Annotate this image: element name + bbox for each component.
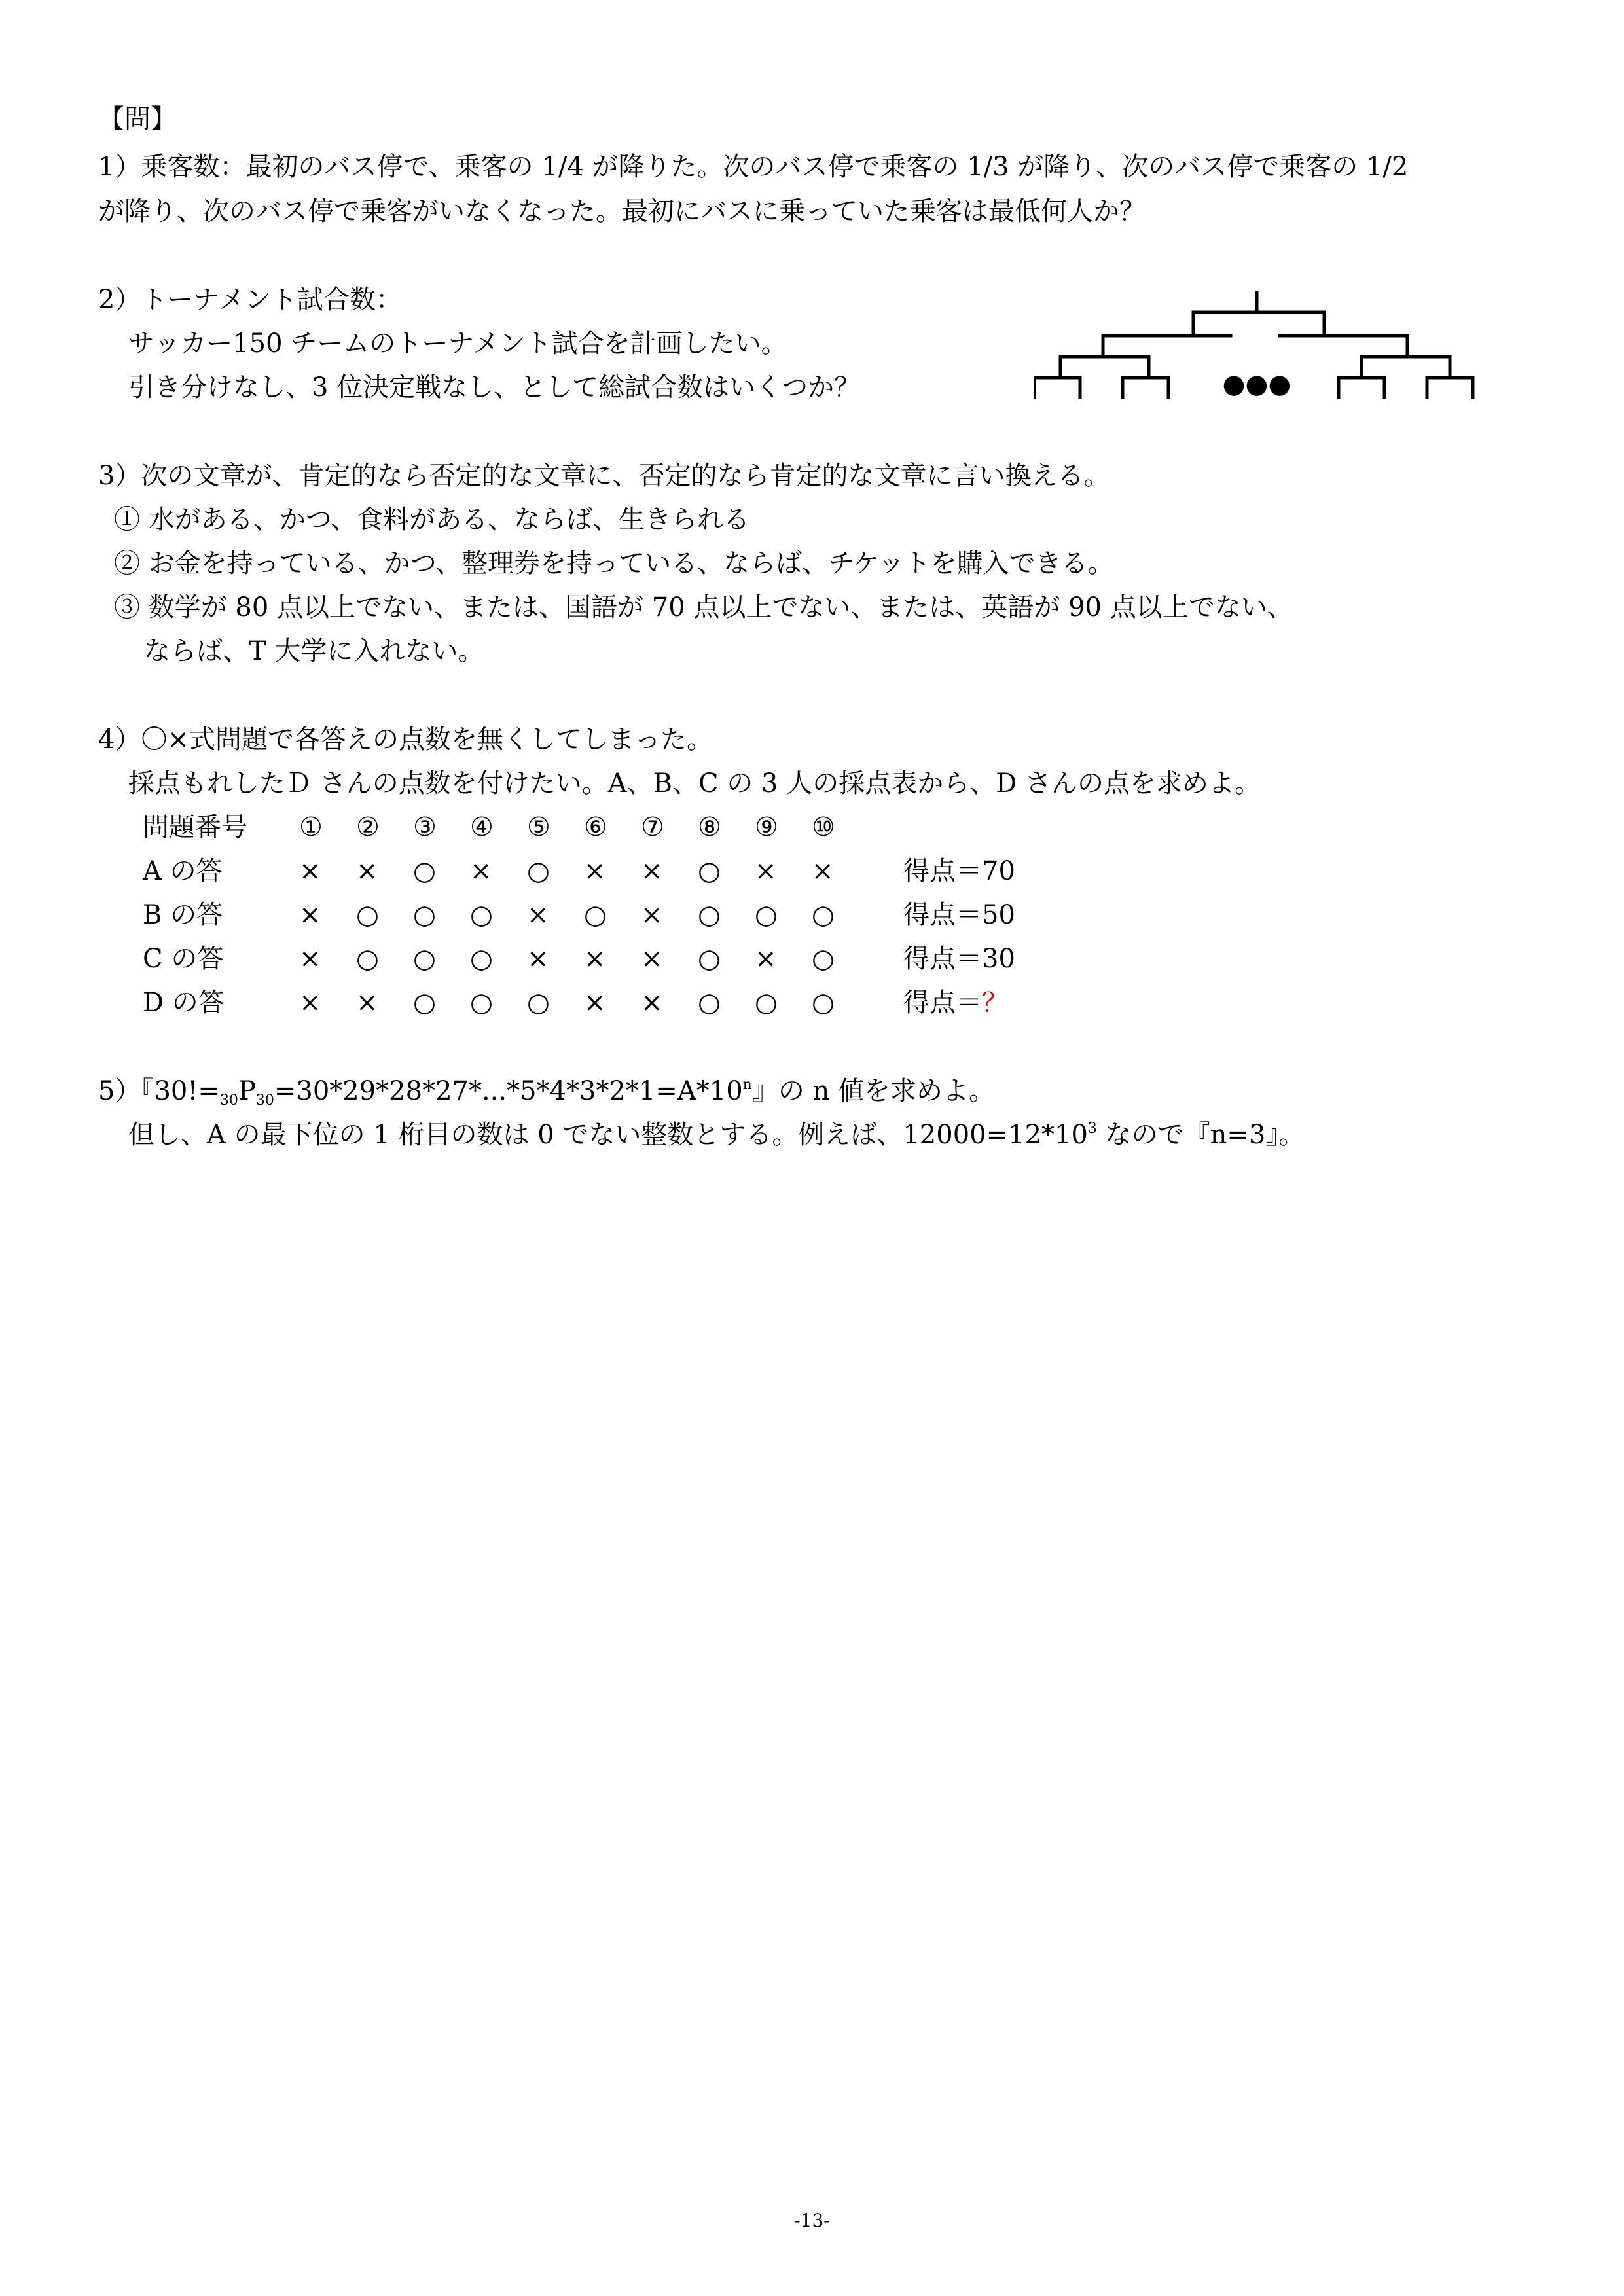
answer-mark: × <box>584 856 606 886</box>
answer-mark: ○ <box>812 900 835 930</box>
q5-line1 <box>98 1076 996 1109</box>
problem-number: ③ <box>413 812 437 842</box>
q2-line2: 引き分けなし、3 位決定戦なし、として総試合数はいくつか？ <box>128 372 861 403</box>
q5-line2-pre: 但し、A の最下位の 1 桁目の数は 0 でない整数とする。例えば、12000=12*10 <box>128 1120 1088 1150</box>
problem-number-header: 問題番号 <box>143 812 247 842</box>
problem-number: ⑩ <box>812 812 835 842</box>
answer-mark: × <box>299 900 321 930</box>
answer-row-label: A の答 <box>143 856 223 886</box>
score-label: 得点＝ <box>903 988 982 1018</box>
answer-mark: × <box>755 944 777 974</box>
answer-mark: ○ <box>755 988 778 1018</box>
header-label: 【問】 <box>98 104 177 134</box>
answer-mark: ○ <box>812 988 835 1018</box>
q1-line1: 1）乗客数：最初のバス停で、乗客の 1/4 が降りた。次のバス停で乗客の 1/3 が降り、次のバス停で乗客の 1/2 <box>98 152 1409 182</box>
answer-mark: × <box>641 900 663 930</box>
problem-number: ⑧ <box>698 812 721 842</box>
answer-mark: × <box>299 856 321 886</box>
q2-title: 2）トーナメント試合数： <box>98 285 402 315</box>
answer-mark: × <box>527 944 549 974</box>
answer-mark: ○ <box>698 856 721 886</box>
answer-mark: ○ <box>812 944 835 974</box>
problem-number: ⑨ <box>755 812 778 842</box>
q5-perm-pre: 30 <box>219 1092 238 1109</box>
answer-mark: ○ <box>356 900 379 930</box>
bracket-ellipsis: ●●● <box>1222 369 1291 399</box>
q5-prefix: 5）『30!= <box>98 1076 220 1106</box>
tournament-bracket-diagram <box>1034 291 1492 409</box>
problem-number: ⑦ <box>641 812 664 842</box>
q3-item-1: ① 水がある、かつ、食料がある、ならば、生きられる <box>114 505 750 535</box>
q4-line1: 4）〇×式問題で各答えの点数を無くしてしまった。 <box>98 725 713 755</box>
score-unknown: ？ <box>982 988 1008 1018</box>
answer-row-label: B の答 <box>143 900 223 930</box>
answer-row-label: D の答 <box>143 988 225 1018</box>
q5-perm-letter: P <box>238 1076 256 1106</box>
q2-line1: サッカー150 チームのトーナメント試合を計画したい。 <box>128 329 787 359</box>
q3-item-3-cont: ならば、T 大学に入れない。 <box>144 636 484 666</box>
answer-mark: × <box>299 944 321 974</box>
answer-mark: ○ <box>356 944 379 974</box>
problem-number: ① <box>299 812 323 842</box>
answer-mark: × <box>527 900 549 930</box>
q5-line2-exp: 3 <box>1087 1121 1097 1137</box>
answer-mark: ○ <box>584 900 607 930</box>
answer-mark: × <box>470 856 492 886</box>
q5-exp-n: n <box>742 1077 752 1093</box>
q3-item-3: ③ 数学が 80 点以上でない、または、国語が 70 点以上でない、または、英語が 90 点以上でない、 <box>114 592 1293 622</box>
q5-line2-post: なので『n=3』。 <box>1096 1120 1305 1150</box>
answer-mark: × <box>641 988 663 1018</box>
answer-mark: × <box>299 988 321 1018</box>
problem-number: ② <box>356 812 380 842</box>
problem-number: ④ <box>470 812 494 842</box>
answer-mark: × <box>584 988 606 1018</box>
answer-mark: ○ <box>698 988 721 1018</box>
problem-number: ⑥ <box>584 812 607 842</box>
answer-mark: ○ <box>698 944 721 974</box>
answer-mark: × <box>356 856 378 886</box>
score-label: 得点＝ <box>903 900 982 930</box>
answer-mark: ○ <box>698 900 721 930</box>
answer-mark: ○ <box>470 988 493 1018</box>
answer-mark: × <box>812 856 834 886</box>
answer-mark: × <box>641 856 663 886</box>
answer-mark: ○ <box>413 988 436 1018</box>
answer-mark: ○ <box>413 900 436 930</box>
answer-mark: ○ <box>470 900 493 930</box>
answer-mark: × <box>755 856 777 886</box>
answer-row-label: C の答 <box>143 944 224 974</box>
answer-mark: ○ <box>413 856 436 886</box>
answer-mark: ○ <box>755 900 778 930</box>
score-label: 得点＝ <box>903 944 982 974</box>
score-value: 30 <box>982 944 1015 974</box>
answer-mark: × <box>584 944 606 974</box>
answer-mark: ○ <box>413 944 436 974</box>
answer-mark: ○ <box>527 988 550 1018</box>
q5-line2 <box>128 1122 1305 1148</box>
score-label: 得点＝ <box>903 856 982 886</box>
answer-mark: × <box>641 944 663 974</box>
q5-suffix: 』の n 値を求めよ。 <box>751 1076 996 1106</box>
q3-intro: 3）次の文章が、肯定的なら否定的な文章に、否定的なら肯定的な文章に言い換える。 <box>98 461 1110 491</box>
score-value: 50 <box>982 900 1015 930</box>
q4-line2: 採点もれしたＤ さんの点数を付けたい。A、B、C の 3 人の採点表から、D さんの点を求めよ。 <box>128 768 1261 798</box>
q3-item-2: ② お金を持っている、かつ、整理券を持っている、ならば、チケットを購入できる。 <box>114 548 1114 579</box>
q5-expr: =30*29*28*27*...*5*4*3*2*1=A*10 <box>274 1076 743 1106</box>
page-number: -13- <box>794 2210 830 2231</box>
answer-mark: × <box>356 988 378 1018</box>
problem-number: ⑤ <box>527 812 550 842</box>
q1-line2: が降り、次のバス停で乗客がいなくなった。最初にバスに乗っていた乗客は最低何人か？ <box>98 196 1146 226</box>
q5-perm-post: 30 <box>255 1092 274 1109</box>
answer-mark: ○ <box>470 944 493 974</box>
answer-mark: ○ <box>527 856 550 886</box>
score-value: 70 <box>982 856 1015 886</box>
